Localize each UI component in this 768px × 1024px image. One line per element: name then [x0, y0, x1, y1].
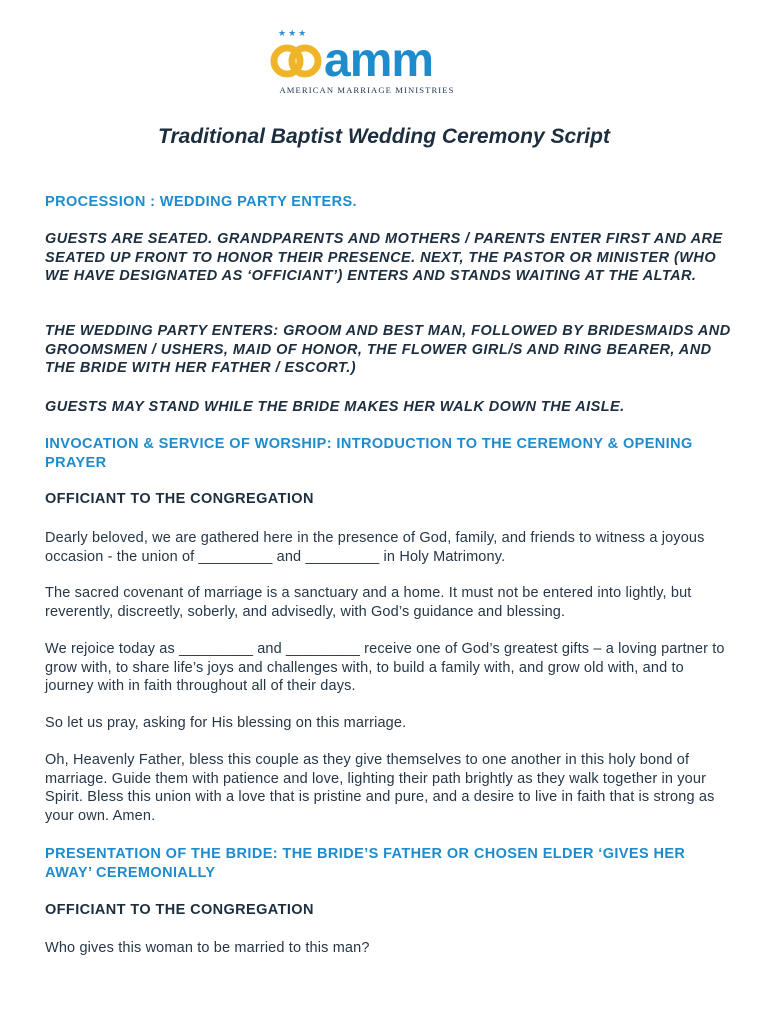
stage-direction-guests-stand: GUESTS MAY STAND WHILE THE BRIDE MAKES HER WALK DOWN THE AISLE. — [45, 399, 625, 415]
stage-direction-guests-seated: GUESTS ARE SEATED. GRANDPARENTS AND MOTHERS / PARENTS ENTER FIRST AND ARE SEATED UP FRONT TO HONOR THEIR PRESENCE. NEXT, THE PASTOR OR MINISTER (WHO WE HAVE DESIGNATED AS ‘OFFICIANT’) ENTERS AND STANDS WAITING AT THE ALTAR. — [45, 231, 723, 284]
paragraph-who-gives: Who gives this woman to be married to this man? — [45, 940, 370, 956]
paragraph-sacred-covenant: The sacred covenant of marriage is a sanctuary and a home. It must not be entered into lightly, but reverently, discreetly, soberly, and advisedly, with God’s guidance and blessing. — [45, 585, 692, 620]
logo-tagline: AMERICAN MARRIAGE MINISTRIES — [279, 85, 455, 95]
logo-wordmark: amm — [324, 34, 434, 87]
section-heading-procession: PROCESSION : WEDDING PARTY ENTERS. — [45, 194, 357, 210]
amm-logo — [266, 28, 466, 98]
stars-icon: ★★★ — [278, 29, 309, 39]
section-heading-invocation: INVOCATION & SERVICE OF WORSHIP: INTRODUCTION TO THE CEREMONY & OPENING PRAYER — [45, 436, 693, 471]
right-ring — [292, 48, 318, 74]
paragraph-dearly-beloved: Dearly beloved, we are gathered here in the presence of God, family, and friends to witness a joyous occasion - the union of _________ and _________ in Holy Matrimony. — [45, 530, 705, 565]
document-title: Traditional Baptist Wedding Ceremony Script — [158, 125, 610, 149]
paragraph-let-us-pray: So let us pray, asking for His blessing on this marriage. — [45, 715, 407, 731]
interlocking-rings-icon — [268, 42, 324, 80]
paragraph-heavenly-father: Oh, Heavenly Father, bless this couple as they give themselves to one another in this holy bond of marriage. Guide them with patience and love, lighting their path brightly as they walk together in your Spirit. Bless this union with a love that is pristine and pure, and a desire to live in faith that is strong as your own. Amen. — [45, 752, 715, 824]
paragraph-we-rejoice: We rejoice today as _________ and _________ receive one of God’s greatest gifts – a loving partner to grow with, to share life’s joys and challenges with, to build a family with, and grow old with, and to journey with in faith throughout all of their days. — [45, 641, 725, 694]
speaker-heading-officiant-2: OFFICIANT TO THE CONGREGATION — [45, 902, 314, 918]
section-heading-presentation: PRESENTATION OF THE BRIDE: THE BRIDE’S FATHER OR CHOSEN ELDER ‘GIVES HER AWAY’ CEREMONIALLY — [45, 846, 686, 881]
speaker-heading-officiant: OFFICIANT TO THE CONGREGATION — [45, 491, 314, 507]
stage-direction-wedding-party: THE WEDDING PARTY ENTERS: GROOM AND BEST MAN, FOLLOWED BY BRIDESMAIDS AND GROOMSMEN / USHERS, MAID OF HONOR, THE FLOWER GIRL/S AND RING BEARER, AND THE BRIDE WITH HER FATHER / ESCORT.) — [45, 323, 731, 376]
